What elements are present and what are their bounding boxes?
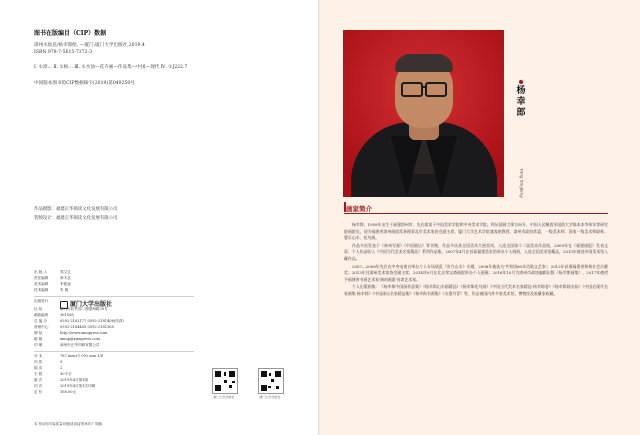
pub-value: 2019年4月第1次印刷 — [60, 384, 96, 388]
pub-value: 2019年4月第1版 — [60, 378, 89, 382]
pub-value: 李夏凌 — [60, 282, 71, 286]
pub-key: 出 版 人 — [34, 270, 48, 274]
pub-key: 印 张 — [34, 360, 43, 364]
pub-value: 漳州市正华印刷有限公司 — [60, 343, 100, 347]
pub-key: 版 次 — [34, 378, 43, 382]
bio-paragraph: 2007—2008年先后在中央电视台举办个人专场展览《岁月山水》专题，2008年被选为'共和国60年功勋文艺家'；2012年获颁福建省和谐社会贡献奖；2013年任漳州美术家协会副主席，2014年9月在北京荣宝斋画院举办个人画展；2016年10月为漳州市政协编辑出版《杨幸郎画集》，2017年被授予福建省书画艺术家'闽南画派'首席艺术家。 — [344, 263, 608, 282]
artist-pinyin-text: Yang Xinglang — [519, 168, 525, 198]
publisher-info-table — [34, 270, 194, 396]
design-credit: 装帧设计：福建正华阅读文化发展有限公司 — [34, 216, 118, 221]
pub-key: 美术编辑 — [34, 282, 49, 286]
pub-value: http://www.xmupress.com — [60, 331, 108, 335]
cip-title: 图书在版编目（CIP）数据 — [34, 30, 107, 37]
pub-key: 技术编辑 — [34, 288, 49, 292]
qr-caption: 厦门大学出版社 — [259, 395, 281, 399]
pub-key: 邮 箱 — [34, 337, 43, 341]
artist-pinyin — [512, 168, 532, 212]
pub-value: xmup@xmupress.com — [60, 337, 100, 341]
pub-value: 2 — [60, 366, 63, 370]
pub-key: 开 本 — [34, 354, 43, 358]
cip-line: ISBN 978-7-5615-7372-3 — [34, 50, 93, 55]
pub-key: 插 页 — [34, 366, 43, 370]
artist-bio — [344, 222, 608, 299]
pub-row — [34, 390, 194, 396]
bio-paragraph: 杨幸郎，1959年出生于福建漳州市。先后就读于中国美术学院和中央美术学院。师从国画大师方向升、中国人民解放军国防大学陈本本李伟军等研究院画院长，现为福建省漳州画院常务理事及市美术家协会副主席，厦门大学艺术学院兼客座教授、漳州市政协常委，一级美术师，国家一级美术师职称。曹乐山水、花鸟画。 — [344, 222, 608, 241]
pub-value: 朱 楷 — [60, 288, 69, 292]
pub-value: 361008 — [60, 313, 74, 317]
pub-value: 0592-2182177 0592-2181406(传真) — [60, 319, 124, 323]
pub-key: 字 数 — [34, 372, 43, 376]
pub-value: 168.00元 — [60, 390, 77, 394]
accent-dot — [519, 80, 523, 84]
pub-key: 邮政编码 — [34, 313, 49, 317]
footer-note: 本书如有印装质量问题请直接寄承印厂调换 — [34, 422, 103, 426]
pub-key: 出版发行 — [34, 299, 49, 303]
divider — [34, 351, 194, 352]
qr-code-icon — [212, 368, 238, 394]
bio-paragraph: 个人出版画集：《杨幸郎中国画作品集》《杨幸郎山水画精品》《杨幸郎花鸟画》《中国当代美术名家精品·杨幸郎卷》《杨幸郎画水仙》《中国近现代名家画集·杨幸郎》《中国画坛名家精品集》《杨幸郎书画集》《水墨丹青》等，作品被国内外多家美术馆、博物馆及收藏家收藏。 — [344, 284, 608, 296]
section-title: 画家简介 — [346, 205, 372, 213]
pub-key: 总 编 办 — [34, 319, 48, 323]
pub-key: 印 次 — [34, 384, 43, 388]
cip-line: 漳州水仙花/杨幸郎绘. —厦门:厦门大学出版社,2019.4 — [34, 43, 145, 48]
artist-portrait — [343, 30, 504, 197]
pub-row — [34, 343, 194, 349]
pub-key: 责任编辑 — [34, 276, 49, 280]
pub-key: 定 价 — [34, 390, 43, 394]
pub-key: 网 址 — [34, 331, 43, 335]
publisher-name-text: 厦门大学出版社 — [70, 301, 113, 308]
pub-row — [34, 299, 194, 307]
qr-code-icon — [258, 368, 284, 394]
bio-paragraph: 作品多次发表于《神州写画》《中国画坛》等刊物，作品多次获全国美术大展奖项，入选全国第十二届美术作品展，2009年在《福建画报》发表文章，个人作品收入《中国当代美术名家精品》系列作品集，2007年4月在首届福建美术馆举办个人画展，入选全国美术馆藏品，2013年被选中国美术馆入藏作品。 — [344, 242, 608, 261]
pub-value: 郑文礼 — [60, 270, 71, 274]
pub-value: 厦门市软件园二期望海路39号 — [60, 307, 108, 311]
photo-credit: 作品摄影：福建正华阅读文化发展有限公司 — [34, 207, 118, 212]
glasses-icon — [401, 82, 423, 97]
section-divider — [344, 213, 608, 214]
artist-name-vertical: 杨幸郎 — [516, 86, 526, 118]
divider — [34, 296, 194, 297]
pub-key: 印 刷 — [34, 343, 43, 347]
pub-value: 章木良 — [60, 276, 71, 280]
pub-value: 30千字 — [60, 372, 72, 376]
cip-line: 中国版本图书馆CIP数据核字(2019)第049250号 — [34, 81, 135, 86]
copyright-page — [0, 0, 318, 435]
cip-line: Ⅰ. ①漳… Ⅱ. ①杨… Ⅲ. ①水仙—花卉画—作品集—中国—现代 Ⅳ. ①J222.7 — [34, 65, 188, 70]
pub-row — [34, 288, 194, 294]
pub-key: 社 址 — [34, 307, 43, 311]
qr-caption: 厦门大学出版社 — [213, 395, 235, 399]
pub-value: 787 mm×1 092 mm 1/8 — [60, 354, 104, 358]
pub-value: 0592-2184458 0592-2181365 — [60, 325, 114, 329]
pub-key: 营销中心 — [34, 325, 49, 329]
pub-value: 9 — [60, 360, 63, 364]
